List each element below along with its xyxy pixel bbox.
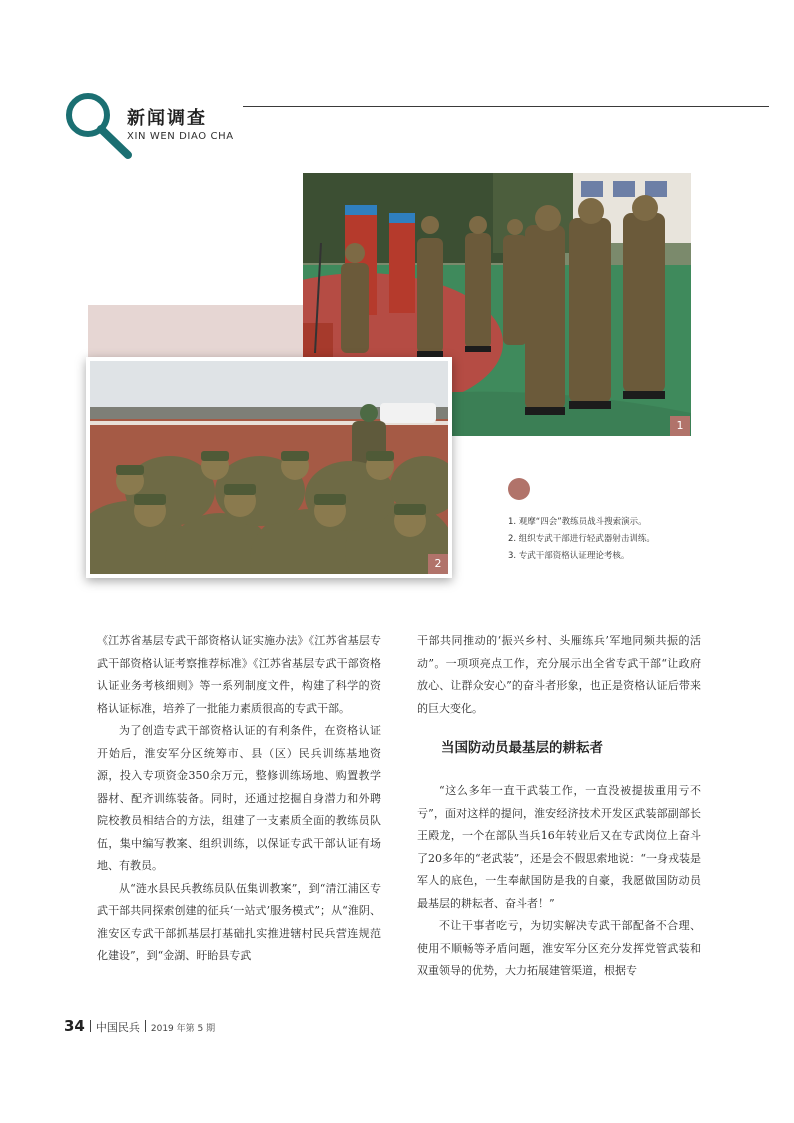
right-column xyxy=(417,630,701,983)
footer-divider xyxy=(145,1020,146,1032)
footer-divider xyxy=(90,1020,91,1032)
photo-seated-soldiers-frame xyxy=(86,357,452,578)
issue-label: 2019 年第 5 期 xyxy=(150,1024,216,1034)
right-para-2: “这么多年一直干武装工作，一直没被提拔重用亏不亏”，面对这样的提问，淮安经济技术开发区武装部副部长王殿龙，一个在部队当兵16年转业后又在专武岗位上奋斗了20多年的“老武装”，还是会不假思索地说：“一身戎装是军人的底色，一生奉献国防是我的自豪，我愿做国防动员最基层的耕耘者、奋斗者！” xyxy=(417,784,701,910)
page-footer xyxy=(64,1017,215,1035)
section-title: 新闻调查 xyxy=(127,108,207,129)
left-para-2: 为了创造专武干部资格认证的有利条件，在资格认证开始后，淮安军分区统筹市、县（区）民兵训练基地资源，投入专项资金350余万元，整修训练场地、购置教学器材、配齐训练装备。同时，还通过挖掘自身潜力和外聘院校教员相结合的方法，组建了一支素质全面的教练员队伍，集中编写教案、组织训练，以保证专武干部认证有场地、有教员。 xyxy=(97,724,381,872)
left-para-3: 从“涟水县民兵教练员队伍集训教案”，到“清江浦区专武干部共同探索创建的征兵‘一站式’服务模式”；从“淮阴、淮安区专武干部抓基层打基础扎实推进辖村民兵营连规范化建设”，到“金湖、盱眙县专武 xyxy=(97,881,381,962)
right-para-3: 不让干事者吃亏，为切实解决专武干部配备不合理、使用不顺畅等矛盾问题，淮安军分区充分发挥党管武装和双重领导的优势，大力拓展建管渠道，根据专 xyxy=(417,919,701,977)
photo1-badge: 1 xyxy=(670,416,690,436)
photo-seated-soldiers xyxy=(90,361,448,574)
caption-1: 1. 观摩“四会”教练员战斗搜索演示。 xyxy=(508,517,647,527)
photo2-badge: 2 xyxy=(428,554,448,574)
page-number: 34 xyxy=(64,1017,85,1035)
right-para-1: 干部共同推动的‘振兴乡村、头雁练兵’军地同频共振的活动”。一项项亮点工作，充分展示出全省专武干部“让政府放心、让群众安心”的奋斗者形象，也正是资格认证后带来的巨大变化。 xyxy=(417,634,701,715)
decorative-block xyxy=(88,305,304,357)
section-subtitle: XIN WEN DIAO CHA xyxy=(127,131,234,142)
caption-dot xyxy=(508,478,530,500)
magazine-name: 中国民兵 xyxy=(95,1021,140,1034)
section-rule xyxy=(243,106,769,107)
caption-3: 3. 专武干部资格认证理论考核。 xyxy=(508,551,630,561)
left-para-1: 《江苏省基层专武干部资格认证实施办法》《江苏省基层专武干部资格认证考察推荐标准》《江苏省基层专武干部资格认证业务考核细则》等一系列制度文件，构建了科学的资格认证标准，培养了一批能力素质很高的专武干部。 xyxy=(97,634,381,715)
left-column xyxy=(97,630,381,968)
photo-seated-soldiers-image xyxy=(90,361,448,574)
subheading: 当国防动员最基层的耕耘者 xyxy=(441,740,603,756)
caption-2: 2. 组织专武干部进行轻武器射击训练。 xyxy=(508,534,655,544)
